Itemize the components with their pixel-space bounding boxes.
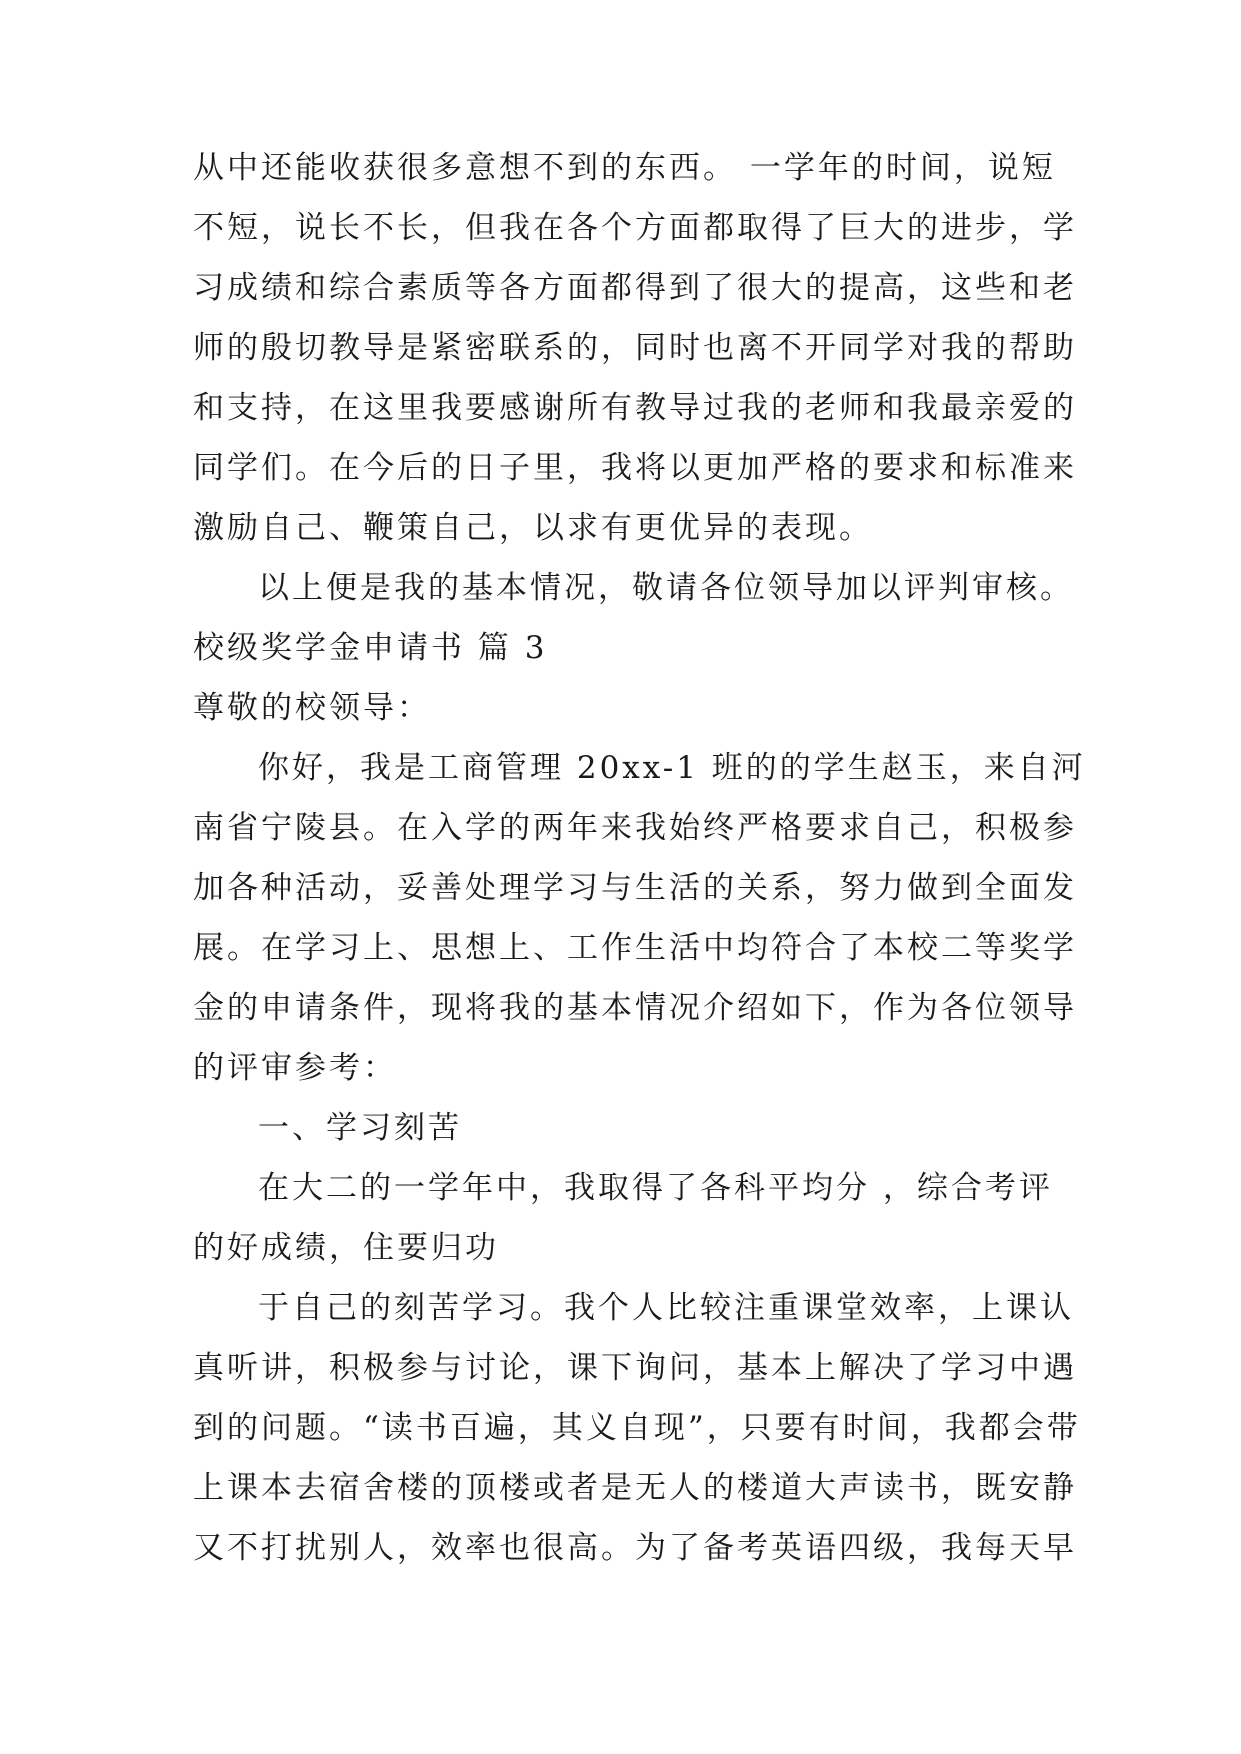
text-line: 和支持，在这里我要感谢所有教导过我的老师和我最亲爱的	[193, 390, 1077, 426]
text-line: 展。在学习上、思想上、工作生活中均符合了本校二等奖学	[193, 930, 1077, 966]
text-line: 以上便是我的基本情况，敬请各位领导加以评判审核。	[258, 570, 1074, 606]
text-line: 金的申请条件，现将我的基本情况介绍如下，作为各位领导	[193, 990, 1077, 1026]
section-heading: 校级奖学金申请书 篇 3	[193, 630, 548, 666]
text-line: 又不打扰别人，效率也很高。为了备考英语四级，我每天早	[193, 1530, 1077, 1566]
text-line: 南省宁陵县。在入学的两年来我始终严格要求自己，积极参	[193, 810, 1077, 846]
text-line: 在大二的一学年中，我取得了各科平均分 ，综合考评	[258, 1170, 1053, 1206]
text-line: 从中还能收获很多意想不到的东西。 一学年的时间，说短	[193, 150, 1056, 186]
text-line: 你好，我是工商管理 20xx-1 班的的学生赵玉，来自河	[258, 750, 1086, 786]
text-line: 激励自己、鞭策自己，以求有更优异的表现。	[193, 510, 873, 546]
text-line: 不短，说长不长，但我在各个方面都取得了巨大的进步，学	[193, 210, 1077, 246]
salutation: 尊敬的校领导：	[193, 690, 431, 726]
text-line: 的好成绩，住要归功	[193, 1230, 499, 1266]
subheading: 一、学习刻苦	[258, 1110, 462, 1146]
text-line: 于自己的刻苦学习。我个人比较注重课堂效率，上课认	[258, 1290, 1074, 1326]
text-line: 的评审参考：	[193, 1050, 397, 1086]
text-line: 同学们。在今后的日子里，我将以更加严格的要求和标准来	[193, 450, 1077, 486]
text-line: 师的殷切教导是紧密联系的，同时也离不开同学对我的帮助	[193, 330, 1077, 366]
text-line: 到的问题。“读书百遍，其义自现”，只要有时间，我都会带	[193, 1410, 1081, 1446]
text-line: 真听讲，积极参与讨论，课下询问，基本上解决了学习中遇	[193, 1350, 1077, 1386]
text-line: 习成绩和综合素质等各方面都得到了很大的提高，这些和老	[193, 270, 1077, 306]
text-line: 加各种活动，妥善处理学习与生活的关系，努力做到全面发	[193, 870, 1077, 906]
text-line: 上课本去宿舍楼的顶楼或者是无人的楼道大声读书，既安静	[193, 1470, 1077, 1506]
